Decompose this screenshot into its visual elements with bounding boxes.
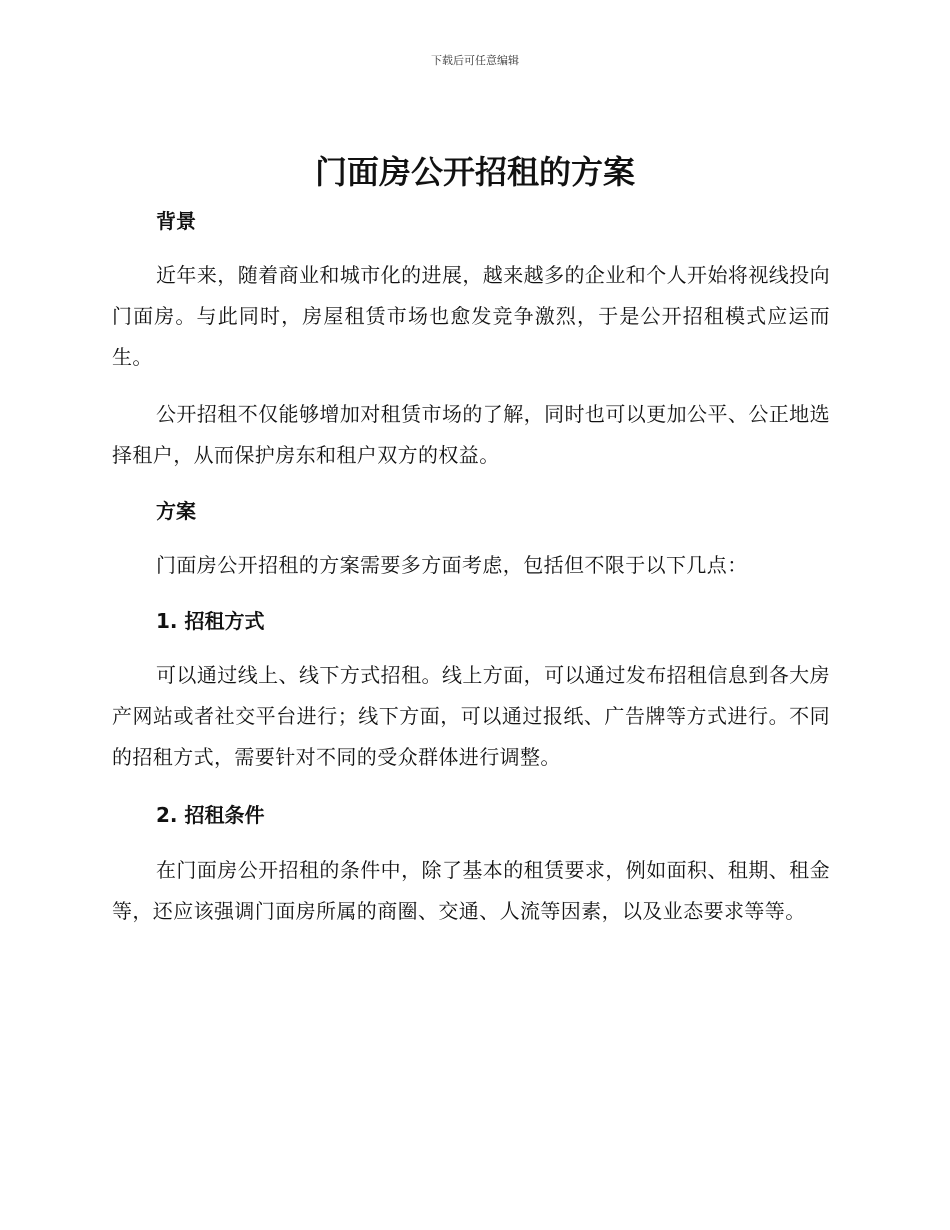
section-heading-plan: 方案 bbox=[156, 499, 196, 523]
section-heading-rental-conditions: 2. 招租条件 bbox=[156, 803, 265, 827]
paragraph-rental-conditions: 在门面房公开招租的条件中，除了基本的租赁要求，例如面积、租期、租金等，还应该强调门面房所属的商圈、交通、人流等因素，以及业态要求等等。 bbox=[112, 858, 830, 923]
paragraph-background-1: 近年来，随着商业和城市化的进展，越来越多的企业和个人开始将视线投向门面房。与此同时，房屋租赁市场也愈发竞争激烈，于是公开招租模式应运而生。 bbox=[112, 263, 830, 369]
section-heading-background: 背景 bbox=[156, 209, 196, 233]
section-heading-rental-method: 1. 招租方式 bbox=[156, 609, 265, 633]
paragraph-rental-method: 可以通过线上、线下方式招租。线上方面，可以通过发布招租信息到各大房产网站或者社交平台进行；线下方面，可以通过报纸、广告牌等方式进行。不同的招租方式，需要针对不同的受众群体进行调整。 bbox=[112, 663, 830, 769]
page-header-note: 下载后可任意编辑 bbox=[431, 54, 519, 67]
document-title: 门面房公开招租的方案 bbox=[314, 153, 635, 191]
paragraph-plan-intro: 门面房公开招租的方案需要多方面考虑，包括但不限于以下几点： bbox=[156, 553, 748, 577]
paragraph-background-2: 公开招租不仅能够增加对租赁市场的了解，同时也可以更加公平、公正地选择租户，从而保护房东和租户双方的权益。 bbox=[112, 402, 830, 467]
